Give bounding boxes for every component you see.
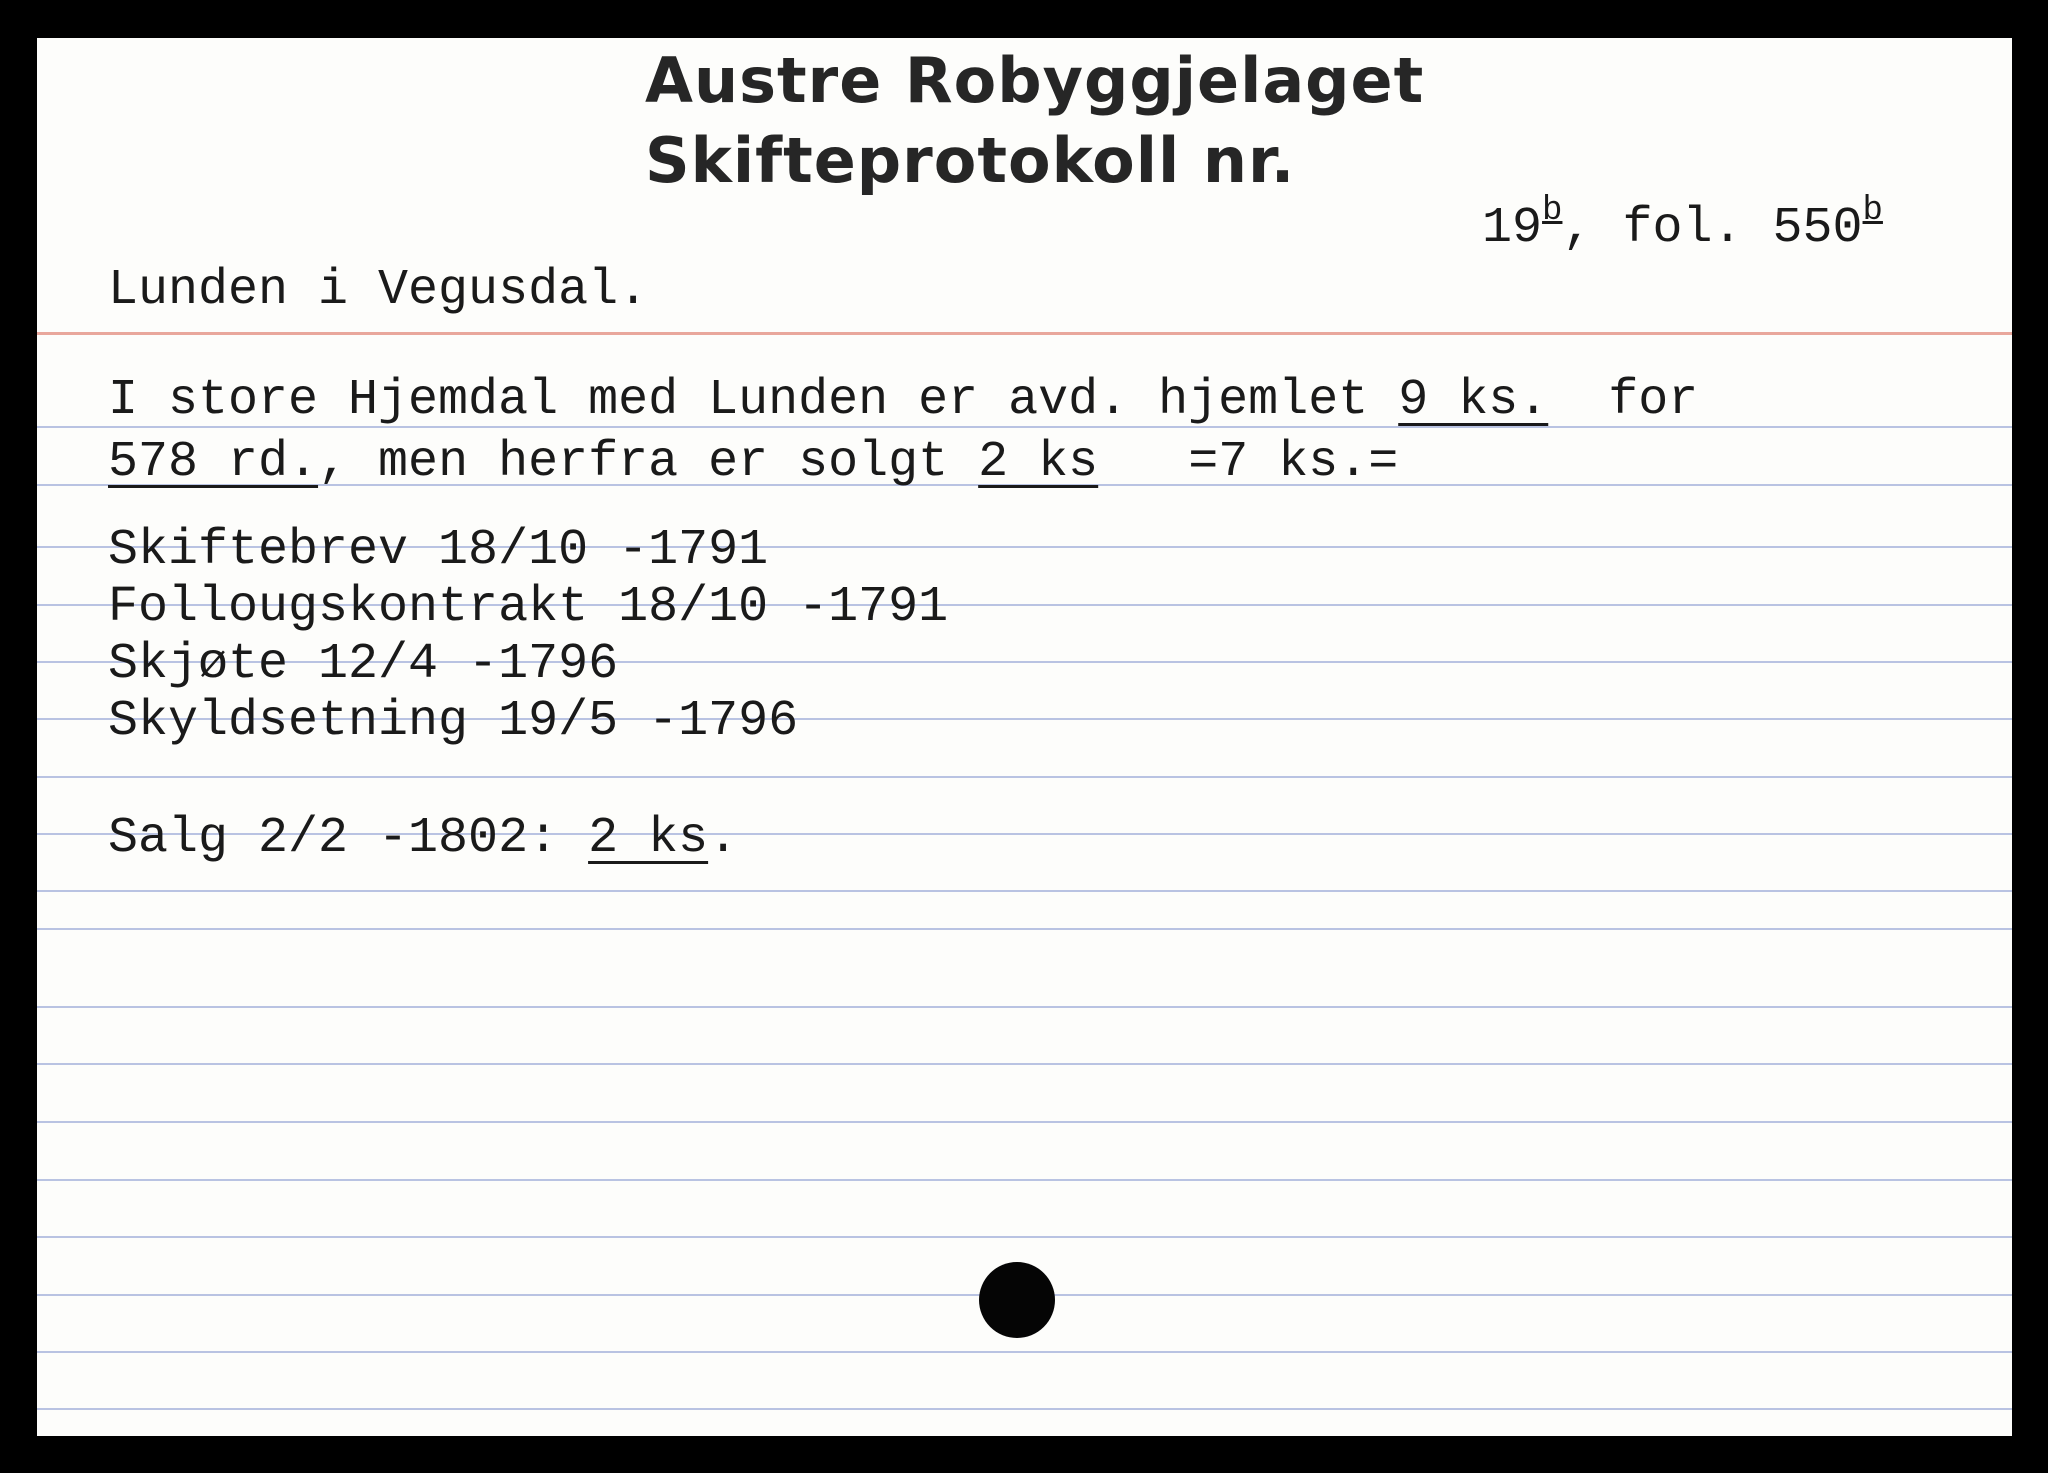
remaining-amount: =7 ks.= — [1098, 434, 1399, 491]
price: 578 rd. — [108, 434, 319, 491]
ruled-line — [37, 1236, 2012, 1238]
archive-name: Austre Robyggjelaget — [645, 44, 1425, 117]
ruled-line — [37, 776, 2012, 778]
volume-suffix: b — [1542, 192, 1563, 230]
record-line: Skjøte 12/4 -1796 — [108, 636, 619, 693]
hjemlet-amount: 9 ks. — [1398, 372, 1549, 429]
folio-suffix: b — [1862, 192, 1883, 230]
ruled-line — [37, 928, 2012, 930]
record-line: Skiftebrev 18/10 -1791 — [108, 522, 769, 579]
ruled-line — [37, 1121, 2012, 1123]
protocol-label: Skifteprotokoll nr. — [645, 124, 1296, 197]
ruled-line — [37, 1063, 2012, 1065]
ruled-line — [37, 1006, 2012, 1008]
record-line: Skyldsetning 19/5 -1796 — [108, 693, 799, 750]
archive-stamp-line2 — [645, 124, 1296, 197]
volume-number: 19 — [1482, 200, 1543, 257]
ruled-line — [37, 1179, 2012, 1181]
ruled-line — [37, 1408, 2012, 1410]
punch-hole — [979, 1262, 1055, 1338]
folio-number: 550 — [1772, 200, 1863, 257]
header-rule — [37, 332, 2012, 335]
paragraph-line-1: I store Hjemdal med Lunden er avd. hjemlet 9 ks. for — [108, 372, 1699, 429]
sale-line: Salg 2/2 -1802: 2 ks. — [108, 810, 739, 867]
sold-amount: 2 ks — [978, 434, 1099, 491]
paragraph-line-2: 578 rd., men herfra er solgt 2 ks =7 ks.= — [108, 434, 1399, 491]
farm-heading: Lunden i Vegusdal. — [108, 262, 649, 319]
record-line: Follougskontrakt 18/10 -1791 — [108, 579, 949, 636]
folio-label: fol. — [1622, 200, 1743, 257]
protocol-reference: 19$^b$, fol. 550$^b$ — [1482, 192, 1883, 257]
index-card — [37, 38, 2012, 1436]
archive-stamp-line1 — [645, 44, 1425, 117]
ruled-line — [37, 1351, 2012, 1353]
sale-amount: 2 ks — [588, 810, 709, 867]
ruled-line — [37, 890, 2012, 892]
